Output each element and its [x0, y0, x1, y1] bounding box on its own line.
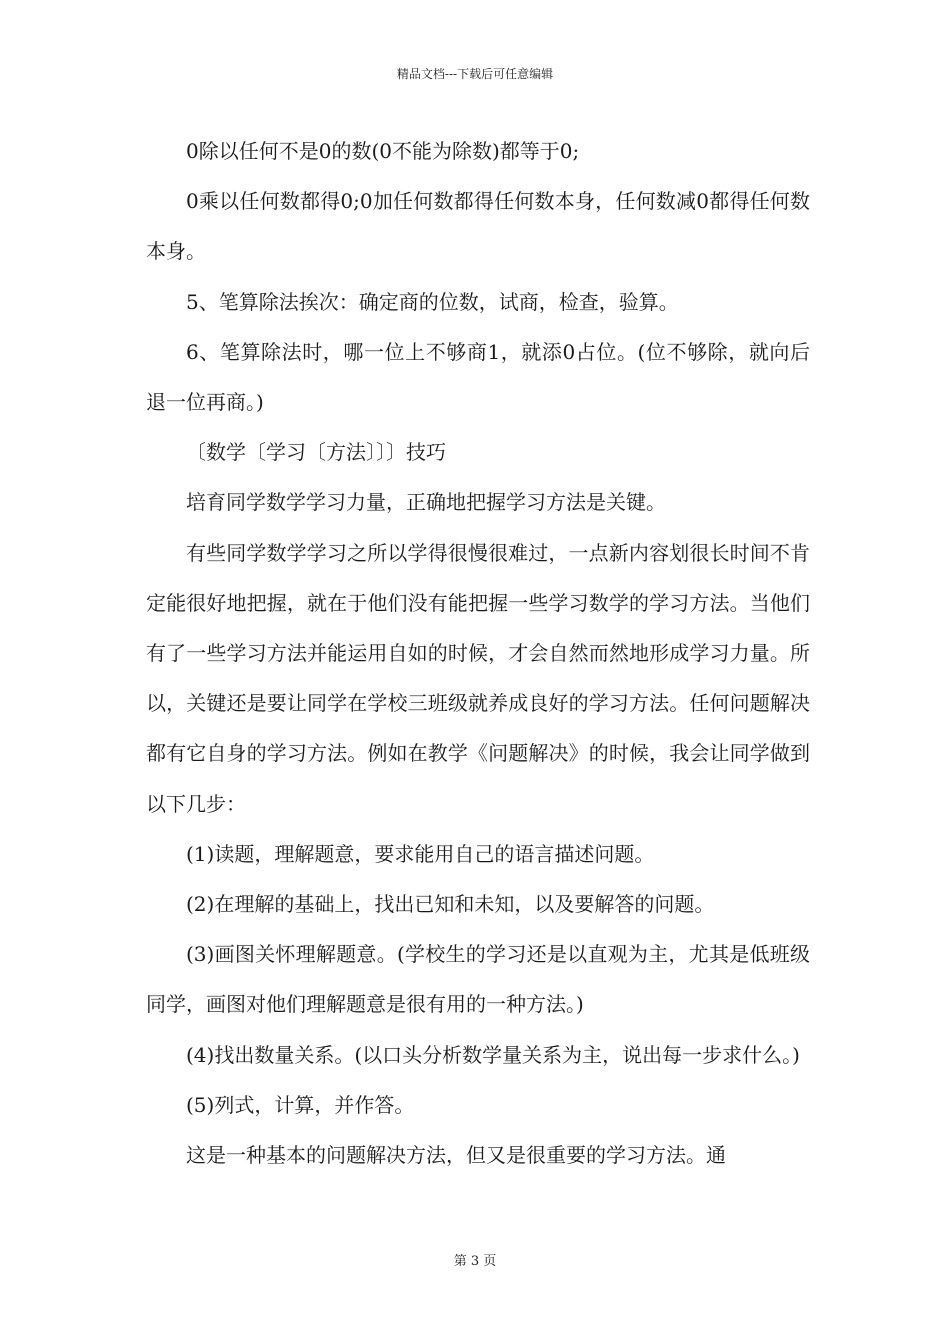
paragraph: 这是一种基本的问题解决方法，但又是很重要的学习方法。通	[186, 1143, 726, 1168]
paragraph: 5、笔算除法挨次：确定商的位数，试商，检查，验算。	[186, 289, 679, 314]
paragraph: 培育同学数学学习力量，正确地把握学习方法是关键。	[186, 490, 666, 515]
list-item: (1)读题，理解题意，要求能用自己的语言描述问题。	[186, 841, 655, 866]
section-heading: 〔数学〔学习〔方法〕〕〕技巧	[186, 440, 446, 465]
document-body	[146, 126, 810, 1180]
page-number: 第 3 页	[453, 1254, 497, 1269]
paragraph: 6、笔算除法时，哪一位上不够商1，就添0占位。(位不够除，就向后退一位再商。)	[146, 339, 810, 415]
list-item: (3)画图关怀理解题意。(学校生的学习还是以直观为主，尤其是低班级同学，画图对他们理解题意是很有用的一种方法。)	[146, 942, 810, 1017]
paragraph: 0乘以任何数都得0;0加任何数都得任何数本身，任何数减0都得任何数本身。	[146, 189, 810, 264]
page-header: 精品文档---下载后可任意编辑	[396, 67, 554, 81]
paragraph: 0除以任何不是0的数(0不能为除数)都等于0;	[186, 139, 580, 163]
list-item: (5)列式，计算，并作答。	[186, 1092, 415, 1117]
paragraph: 有些同学数学学习之所以学得很慢很难过，一点新内容划很长时间不肯定能很好地把握，就在于他们没有能把握一些学习数学的学习方法。当他们有了一些学习方法并能运用自如的时候，才会自然而然地形成学习力量。所以，关键还是要让同学在学校三班级就养成良好的学习方法。任何问题解决都有它自身的学习方法。例如在教学《问题解决》的时候，我会让同学做到以下几步：	[146, 540, 810, 816]
list-item: (4)找出数量关系。(以口头分析数学量关系为主，说出每一步求什么。)	[186, 1042, 800, 1067]
list-item: (2)在理解的基础上，找出已知和未知，以及要解答的问题。	[186, 892, 715, 917]
